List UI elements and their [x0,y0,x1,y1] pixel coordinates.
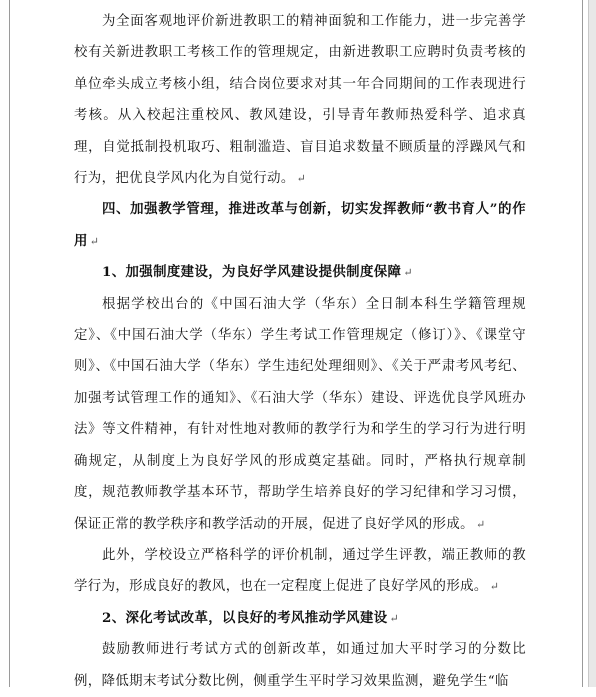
paragraph-mark-icon: ↵ [403,266,413,280]
paragraph-text: 根据学校出台的《中国石油大学（华东）全日制本科生学籍管理规定》、《中国石油大学（华东）学生考试工作管理规定（修订）》、《课堂守则》、《中国石油大学（华东）学生违纪处理细则》、《关于严肃考风考纪、加强考试管理工作的通知》、《石油大学（华东）建设、评选优良学风班办法》等文件精神，有针对性地对教师的教学行为和学生的学习行为进行明确规定，从制度上为良好学风的形成奠定基础。同时，严格执行规章制度，规范教师教学基本环节，帮助学生培养良好的学习纪律和学习习惯，保证正常的教学秩序和教学活动的开展，促进了良好学风的形成。 [74,296,526,532]
heading-text: 四、加强教学管理，推进改革与创新，切实发挥教师“教书育人”的作用 [74,201,526,249]
paragraph-mark-icon: ↵ [296,172,307,186]
paragraph-evaluation-mechanism [74,540,526,603]
heading-text: 2、深化考试改革，以良好的考风推动学风建设 [102,609,388,626]
heading-section-4 [74,194,526,257]
paragraph-regulations [74,289,526,540]
page-border-left [9,0,10,687]
paragraph-text: 此外，学校设立严格科学的评价机制，通过学生评教，端正教师的教学行为，形成良好的教风，也在一定程度上促进了良好学风的形成。 [74,547,526,595]
heading-text: 1、加强制度建设，为良好学风建设提供制度保障 [102,264,402,281]
document-body[interactable] [74,6,526,697]
paragraph-evaluation [74,6,526,194]
page-border-right [582,0,583,687]
paragraph-mark-icon: ↵ [489,580,500,594]
paragraph-text: 为全面客观地评价新进教职工的精神面貌和工作能力，进一步完善学校有关新进教职工考核工作的管理规定，由新进教职工应聘时负责考核的单位牵头成立考核小组，结合岗位要求对其一年合同期间的工作表现进行考核。从入校起注重校风、教风建设，引导青年教师热爱科学、追求真理，自觉抵制投机取巧、粗制滥造、盲目追求数量不顾质量的浮躁风气和行为，把优良学风内化为自觉行动。 [74,14,526,187]
paragraph-text: 鼓励教师进行考试方式的创新改革，如通过加大平时学习的分数比例，降低期末考试分数比例，侧重学生平时学习效果监测，避免学生“临 [74,642,526,689]
paragraph-mark-icon: ↵ [89,234,100,248]
heading-subsection-2 [74,603,526,634]
paragraph-mark-icon: ↵ [389,611,400,625]
heading-subsection-1 [74,257,526,288]
scrollbar-edge[interactable] [588,0,596,687]
paragraph-exam-reform [74,634,526,697]
paragraph-mark-icon: ↵ [475,517,486,531]
